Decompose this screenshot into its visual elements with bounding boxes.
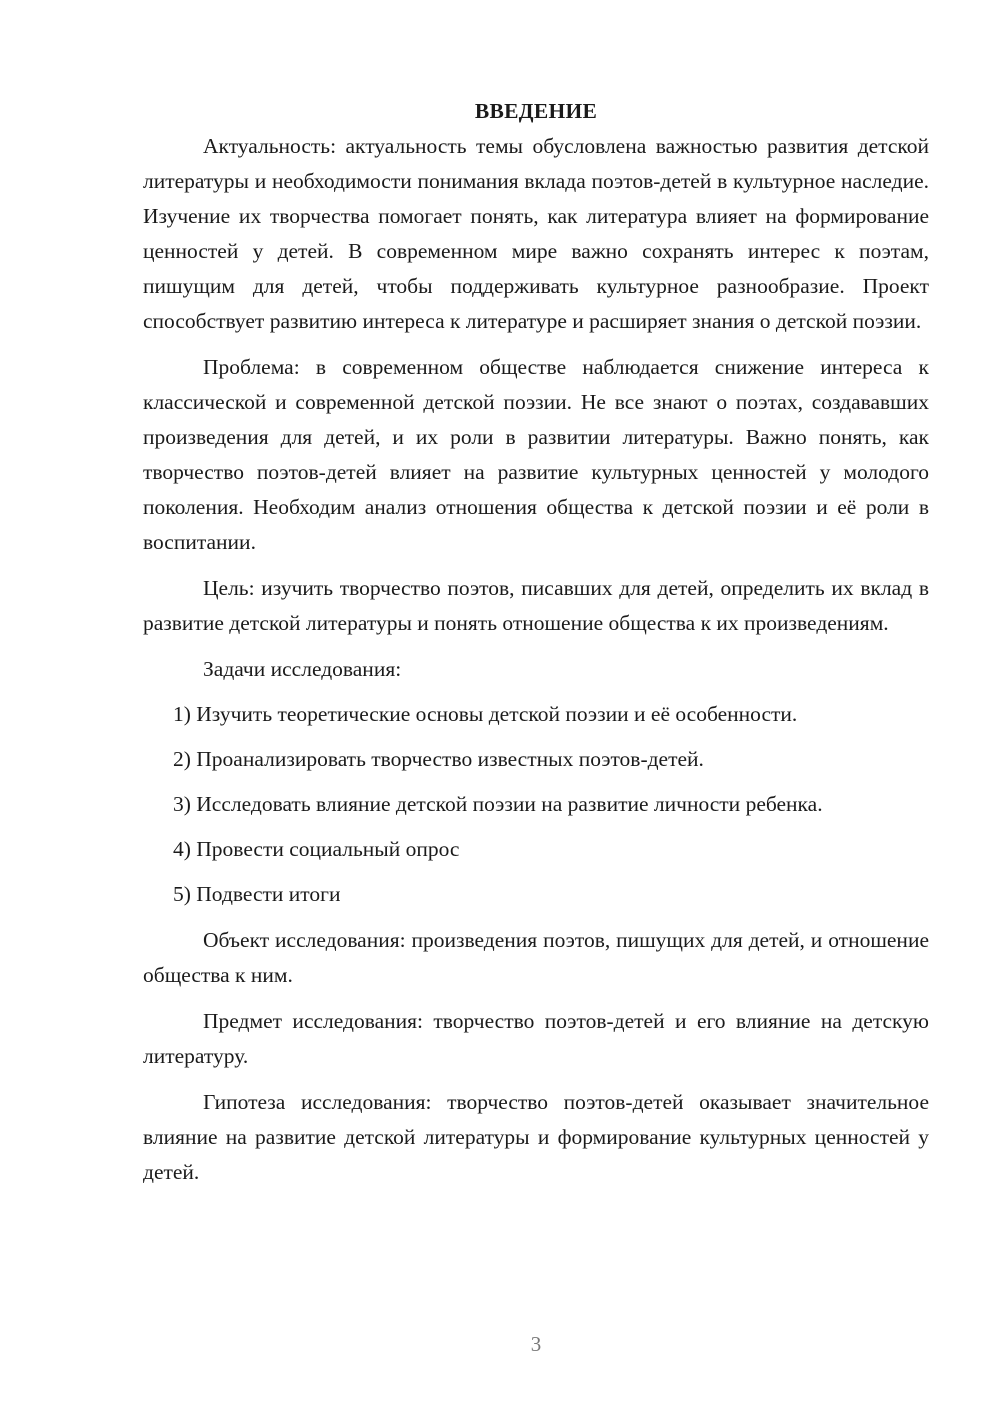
paragraph-hypothesis: Гипотеза исследования: творчество поэтов-детей оказывает значительное влияние на развитие детской литературы и формирование культурных ценностей у детей. bbox=[143, 1090, 929, 1184]
paragraph-object: Объект исследования: произведения поэтов, пишущих для детей, и отношение общества к ним. bbox=[143, 928, 929, 987]
page-content bbox=[143, 94, 929, 1190]
list-item: 3) Исследовать влияние детской поэзии на развитие личности ребенка. bbox=[173, 792, 823, 816]
task-list bbox=[143, 697, 929, 912]
list-item: 4) Провести социальный опрос bbox=[173, 837, 460, 861]
paragraph-relevance: Актуальность: актуальность темы обусловлена важностью развития детской литературы и необходимости понимания вклада поэтов-детей в культурное наследие. Изучение их творчества помогает понять, как литература влияет на формирование ценностей у детей. В современном мире важно сохранять интерес к поэтам, пишущим для детей, чтобы поддерживать культурное разнообразие. Проект способствует развитию интереса к литературе и расширяет знания о детской поэзии. bbox=[143, 134, 929, 333]
list-item: 1) Изучить теоретические основы детской поэзии и её особенности. bbox=[173, 702, 798, 726]
page-title: ВВЕДЕНИЕ bbox=[474, 99, 598, 123]
paragraph-goal: Цель: изучить творчество поэтов, писавших для детей, определить их вклад в развитие детской литературы и понять отношение общества к их произведениям. bbox=[143, 576, 929, 635]
tasks-heading: Задачи исследования: bbox=[203, 657, 402, 681]
paragraph-problem: Проблема: в современном обществе наблюдается снижение интереса к классической и современной детской поэзии. Не все знают о поэтах, создававших произведения для детей, и их роли в развитии литературы. Важно понять, как творчество поэтов-детей влияет на развитие культурных ценностей у молодого поколения. Необходим анализ отношения общества к детской поэзии и её роли в воспитании. bbox=[143, 355, 929, 554]
list-item: 5) Подвести итоги bbox=[173, 882, 341, 906]
paragraph-subject: Предмет исследования: творчество поэтов-детей и его влияние на детскую литературу. bbox=[143, 1009, 929, 1068]
page-number: 3 bbox=[530, 1332, 542, 1356]
list-item: 2) Проанализировать творчество известных поэтов-детей. bbox=[173, 747, 704, 771]
